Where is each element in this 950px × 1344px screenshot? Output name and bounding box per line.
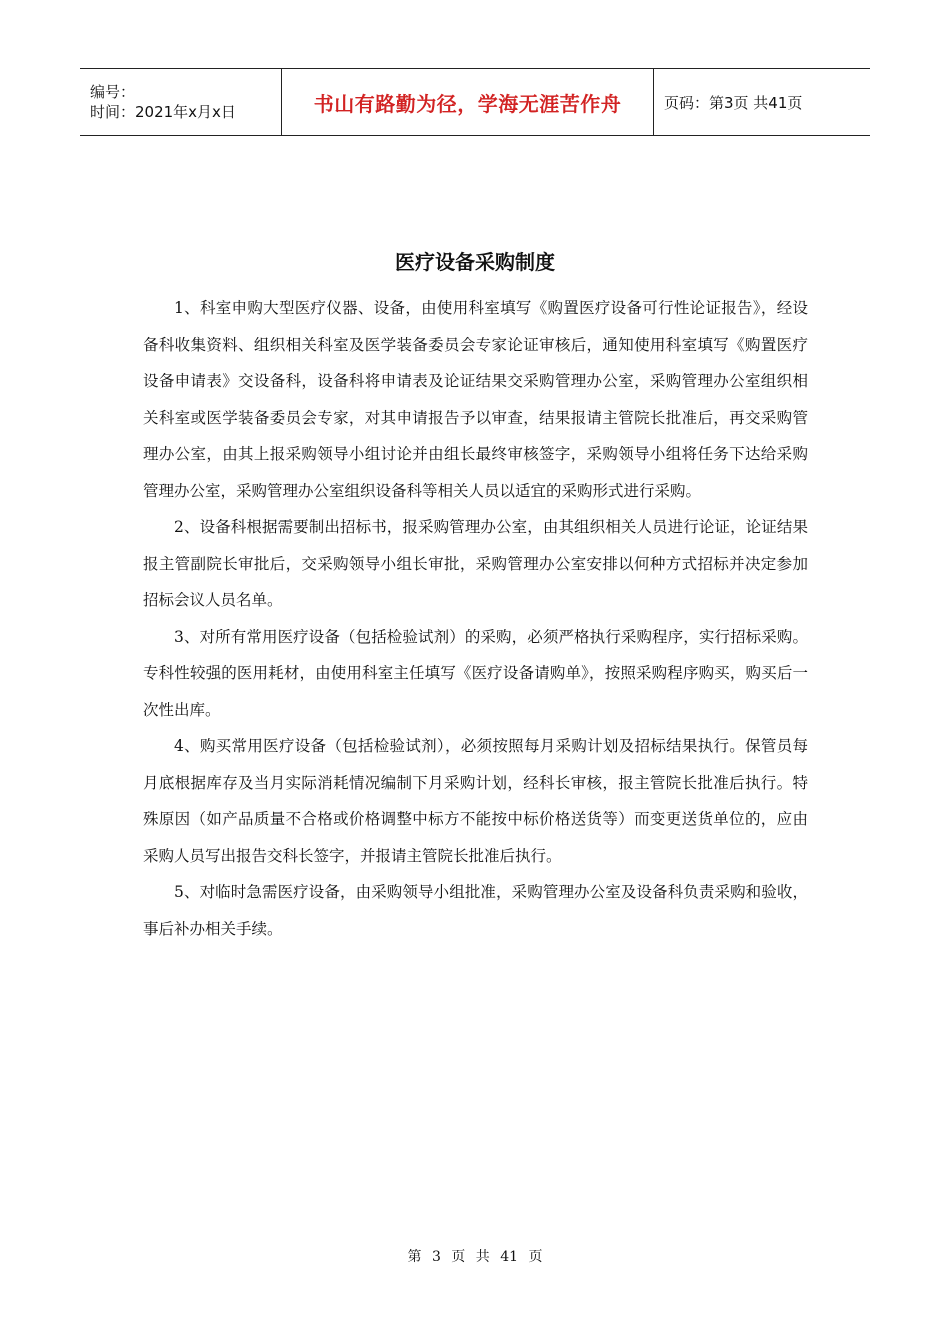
- header-meta: [80, 69, 281, 135]
- paragraph-4: 4、购买常用医疗设备（包括检验试剂），必须按照每月采购计划及招标结果执行。保管员每月底根据库存及当月实际消耗情况编制下月采购计划，经科长审核，报主管院长批准后执行。特殊原因（如产品质量不合格或价格调整中标方不能按中标价格送货等）而变更送货单位的，应由采购人员写出报告交科长签字，并报请主管院长批准后执行。: [143, 737, 808, 865]
- header-motto: 书山有路勤为径，学海无涯苦作舟: [313, 91, 622, 116]
- date-label: 时间：2021年x月x日: [90, 103, 236, 121]
- document-title: 医疗设备采购制度: [395, 250, 555, 274]
- paragraph-1: 1、科室申购大型医疗仪器、设备，由使用科室填写《购置医疗设备可行性论证报告》，经设备科收集资料、组织相关科室及医学装备委员会专家论证审核后，通知使用科室填写《购置医疗设备申请表》交设备科，设备科将申请表及论证结果交采购管理办公室，采购管理办公室组织相关科室或医学装备委员会专家，对其申请报告予以审查，结果报请主管院长批准后，再交采购管理办公室，由其上报采购领导小组讨论并由组长最终审核签字，采购领导小组将任务下达给采购管理办公室，采购管理办公室组织设备科等相关人员以适宜的采购形式进行采购。: [143, 299, 808, 500]
- header-page-label: 页码：第3页 共41页: [664, 93, 803, 112]
- paragraph-3: 3、对所有常用医疗设备（包括检验试剂）的采购，必须严格执行采购程序，实行招标采购。专科性较强的医用耗材，由使用科室主任填写《医疗设备请购单》，按照采购程序购买，购买后一次性出库。: [143, 627, 808, 719]
- document-body: [143, 290, 808, 947]
- page-footer: 第 3 页 共 41 页: [407, 1249, 543, 1265]
- paragraph-5: 5、对临时急需医疗设备，由采购领导小组批准，采购管理办公室及设备科负责采购和验收，事后补办相关手续。: [143, 883, 808, 938]
- header-motto-cell: [281, 69, 654, 135]
- header-page-cell: [654, 69, 870, 135]
- paragraph-2: 2、设备科根据需要制出招标书，报采购管理办公室，由其组织相关人员进行论证，论证结果报主管副院长审批后，交采购领导小组长审批，采购管理办公室安排以何种方式招标并决定参加招标会议人员名单。: [143, 518, 808, 609]
- page-header: [80, 68, 870, 136]
- document-number-label: 编号：: [90, 83, 136, 101]
